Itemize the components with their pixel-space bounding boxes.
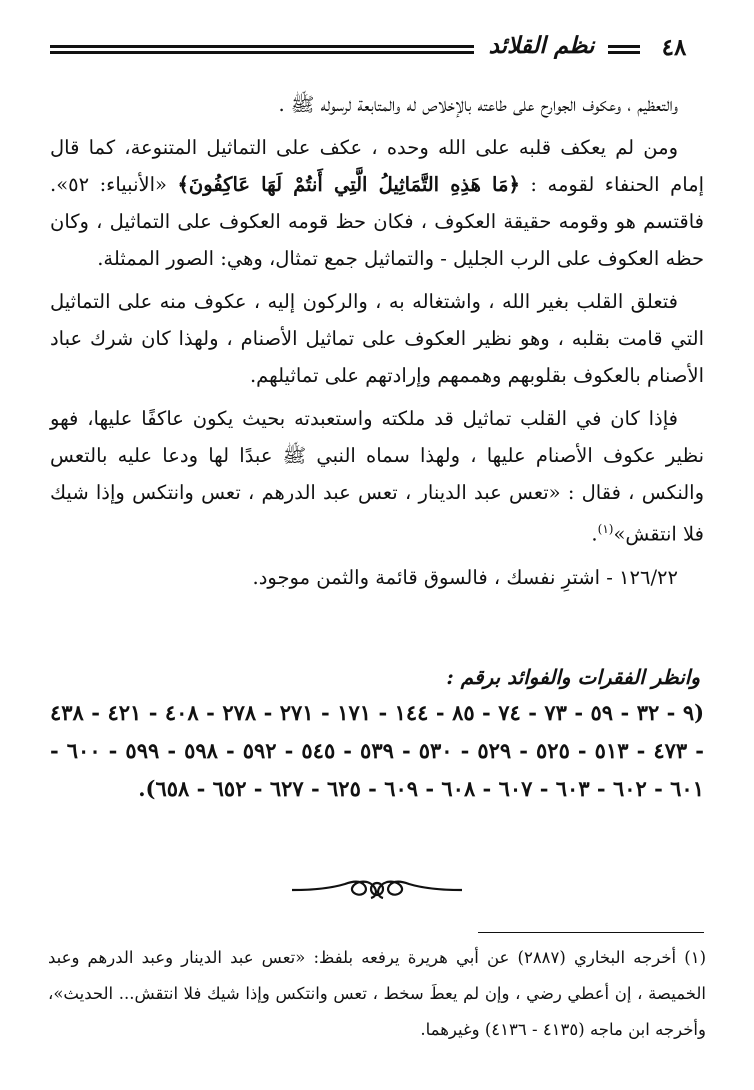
running-header <box>50 32 704 68</box>
footnote: (١) أخرجه البخاري (٢٨٨٧) عن أبي هريرة يرفعه بلفظ: «تعس عبد الدينار وعبد الدرهم وعبد الخميصة ، إن أعطي رضي ، وإن لم يعطَ سخط ، تعس وانتكس وإذا شيك فلا انتقش... الحديث»، وأخرجه ابن ماجه (٤١٣٥ - ٤١٣٦) وغيرهما. <box>48 948 706 1039</box>
paragraph-4-text: فإذا كان في القلب تماثيل قد ملكته واستعبدته بحيث يكون عاكفًا عليها، فهو نظير عكوف الأصنام عليها ، ولهذا سماه النبي ﷺ عبدًا لها ودعا عليه بالتعس والنكس ، فقال : «تعس عبد الدينار ، تعس عبد الدرهم ، تعس وانتكس وإذا شيك فلا انتقش» <box>50 407 704 546</box>
body-text <box>50 86 704 602</box>
header-rule-short <box>608 45 640 54</box>
refs-list: (٩ - ٣٢ - ٥٩ - ٧٣ - ٧٤ - ٨٥ - ١٤٤ - ١٧١ - ٢٧١ - ٢٧٨ - ٤٠٨ - ٤٢١ - ٤٣٨ - ٤٧٣ - ٥١٣ - ٥٢٥ - ٥٢٩ - ٥٣٠ - ٥٣٩ - ٥٤٥ - ٥٩٢ - ٥٩٨ - ٥٩٩ - ٦٠٠ - ٦٠١ - ٦٠٢ - ٦٠٣ - ٦٠٧ - ٦٠٨ - ٦٠٩ - ٦٢٥ - ٦٢٧ - ٦٥٢ - ٦٥٨). <box>50 700 705 801</box>
paragraph-1: والتعظيم ، وعكوف الجوارح على طاعته بالإخلاص له والمتابعة لرسوله ﷺ . <box>278 93 678 116</box>
footnote-rule <box>478 932 704 933</box>
footnote-marker: (١) <box>597 522 614 536</box>
page-number: ٤٨ <box>661 34 687 61</box>
paragraph-2-text: ومن لم يعكف قلبه على الله وحده ، عكف على التماثيل المتنوعة، كما قال إمام الحنفاء لقومه : <box>50 136 705 196</box>
refs-title: وانظر الفقرات والفوائد برقم : <box>446 665 700 689</box>
verse-reference: «الأنبياء: ٥٢». فاقتسم <box>50 173 704 233</box>
paragraph-2 <box>50 129 704 277</box>
cross-references <box>50 660 704 808</box>
paragraph-3: فتعلق القلب بغير الله ، واشتغاله به ، والركون إليه ، عكوف منه على التماثيل التي قامت بقلبه ، وهو نظير العكوف على تماثيل الأصنام ، ولهذا كان شرك عباد الأصنام بالعكوف بقلوبهم وهممهم وإرادتهم على تماثيلهم. <box>50 290 704 387</box>
quran-verse: ﴿مَا هَذِهِ التَّمَاثِيلُ الَّتِي أَنتُمْ لَهَا عَاكِفُونَ﴾ <box>177 173 520 196</box>
header-rule-long <box>50 45 474 54</box>
running-title: نظم القلائد <box>488 32 595 59</box>
paragraph-2-cont: هو وقومه حقيقة العكوف ، فكان حظ قومه العكوف على التماثيل ، وكان حظه العكوف على الرب الجليل - والتماثيل جمع تمثال، وهي: الصور الممثلة. <box>50 210 704 270</box>
paragraph-5: ١٢٦/٢٢ - اشترِ نفسك ، فالسوق قائمة والثمن موجود. <box>252 565 678 589</box>
paragraph-4: فإذا كان في القلب تماثيل قد ملكته واستعبدته بحيث يكون عاكفًا عليها، فهو نظير عكوف الأصنام عليها ، ولهذا سماه النبي ﷺ عبدًا لها ودعا عليه بالتعس والنكس ، فقال : «تعس عبد الدينار ، تعس عبد الدرهم ، تعس وانتكس وإذا شيك فلا انتقش»$^{(١)}$. <box>50 407 704 546</box>
ornament-divider-icon <box>287 868 467 908</box>
